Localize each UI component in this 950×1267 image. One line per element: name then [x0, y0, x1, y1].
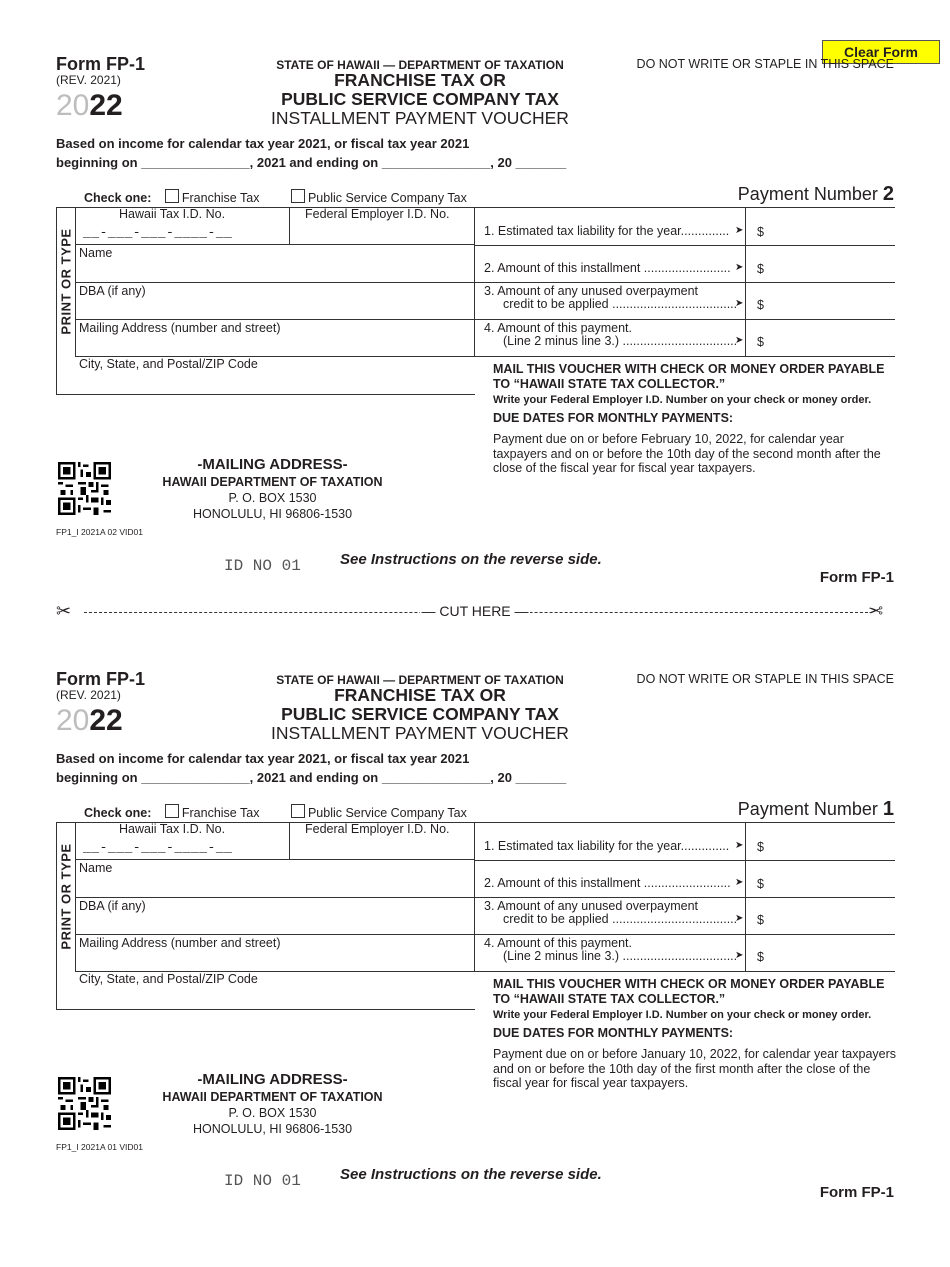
franchise-tax-label: Franchise Tax — [181, 191, 260, 205]
payment-lines-box — [474, 822, 895, 971]
payment-lines-box — [474, 207, 895, 356]
mailing-address-line-3: HONOLULU, HI 96806-1530 — [192, 1122, 353, 1136]
line-1-amount[interactable]: $ — [757, 225, 764, 239]
address-field[interactable] — [75, 320, 475, 357]
dba-field[interactable] — [75, 898, 475, 935]
taxpayer-info-box — [56, 207, 475, 395]
do-not-write-notice: DO NOT WRITE OR STAPLE IN THIS SPACE — [636, 672, 894, 686]
tax-period: Based on income for calendar tax year 2021, or fiscal tax year 2021 beginning on _______________, 2021 and ending on _______________, 20 _______ — [56, 136, 567, 170]
qr-code-icon — [58, 462, 111, 515]
print-or-type-label: PRINT OR TYPE — [58, 228, 74, 335]
title-line-2: PUBLIC SERVICE COMPANY TAX — [281, 89, 559, 109]
taxpayer-info-box — [56, 822, 475, 1010]
mailing-address-header: -MAILING ADDRESS- — [197, 1071, 348, 1088]
scissors-icon: ✂ — [56, 601, 72, 621]
address-label: Mailing Address (number and street) — [79, 936, 281, 950]
arrow-right-icon: ➤ — [735, 225, 744, 236]
id-number: ID NO 01 — [224, 557, 301, 575]
hawaii-tax-id-label: Hawaii Tax I.D. No. — [119, 822, 226, 836]
print-or-type-label: PRINT OR TYPE — [58, 843, 74, 950]
title-line-3: INSTALLMENT PAYMENT VOUCHER — [271, 723, 569, 743]
due-dates-header: DUE DATES FOR MONTHLY PAYMENTS: — [493, 1026, 734, 1040]
agency-name: STATE OF HAWAII — DEPARTMENT OF TAXATION — [276, 58, 564, 72]
address-field[interactable] — [75, 935, 475, 972]
psc-tax-checkbox[interactable] — [291, 189, 305, 203]
id-row — [75, 208, 475, 245]
city-label: City, State, and Postal/ZIP Code — [79, 357, 258, 371]
form-title: Form FP-1 — [56, 54, 146, 74]
mailing-address-line-1: HAWAII DEPARTMENT OF TAXATION — [162, 1090, 383, 1104]
mailing-address-line-1: HAWAII DEPARTMENT OF TAXATION — [162, 475, 383, 489]
payment-number: Payment Number 2 — [737, 183, 894, 205]
franchise-tax-checkbox[interactable] — [165, 189, 179, 203]
version-id: FP1_I 2021A 01 VID01 — [56, 1142, 143, 1152]
line-1-estimated-liability: 1. Estimated tax liability for the year.............. ➤ $ — [475, 208, 895, 246]
form-footer: Form FP-1 — [819, 1184, 894, 1201]
form-revision: (REV. 2021) — [56, 73, 121, 87]
title-line-1: FRANCHISE TAX OR — [334, 685, 506, 705]
line-3-overpayment: 3. Amount of any unused overpayment credit to be applied .................................... ➤ $ — [475, 897, 895, 935]
fein-label: Federal Employer I.D. No. — [305, 822, 450, 836]
payment-number: Payment Number 1 — [737, 798, 894, 820]
line-3-amount[interactable]: $ — [757, 913, 764, 927]
agency-name: STATE OF HAWAII — DEPARTMENT OF TAXATION — [276, 673, 564, 687]
arrow-right-icon: ➤ — [735, 950, 744, 961]
write-fein-instruction: Write your Federal Employer I.D. Number on your check or money order. — [493, 1009, 872, 1021]
line-4-amount[interactable]: $ — [757, 950, 764, 964]
line-2-amount[interactable]: $ — [757, 877, 764, 891]
line-3-amount[interactable]: $ — [757, 298, 764, 312]
see-instructions: See Instructions on the reverse side. — [340, 1166, 602, 1183]
tax-year: 2022 — [56, 89, 123, 122]
name-label: Name — [79, 861, 113, 875]
voucher-payment-1 — [0, 667, 950, 1267]
franchise-tax-label: Franchise Tax — [181, 806, 260, 820]
form-revision: (REV. 2021) — [56, 688, 121, 702]
scissors-icon: ✂ — [868, 601, 884, 621]
hawaii-tax-id-label: Hawaii Tax I.D. No. — [119, 207, 226, 221]
see-instructions: See Instructions on the reverse side. — [340, 551, 602, 568]
id-number: ID NO 01 — [224, 1172, 301, 1190]
dba-label: DBA (if any) — [79, 284, 146, 298]
mail-instruction: MAIL THIS VOUCHER WITH CHECK OR MONEY ORDER PAYABLE TO “HAWAII STATE TAX COLLECTOR.” — [493, 362, 885, 391]
arrow-right-icon: ➤ — [735, 877, 744, 888]
arrow-right-icon: ➤ — [735, 840, 744, 851]
mail-instruction: MAIL THIS VOUCHER WITH CHECK OR MONEY ORDER PAYABLE TO “HAWAII STATE TAX COLLECTOR.” — [493, 977, 885, 1006]
line-1-estimated-liability: 1. Estimated tax liability for the year.............. ➤ $ — [475, 823, 895, 861]
line-3-overpayment: 3. Amount of any unused overpayment credit to be applied .................................... ➤ $ — [475, 282, 895, 320]
version-id: FP1_I 2021A 02 VID01 — [56, 527, 143, 537]
line-4-amount[interactable]: $ — [757, 335, 764, 349]
due-dates-text: Payment due on or before January 10, 2022, for calendar year taxpayers and on or before the 10th day of the first month after the close of the fiscal year for fiscal year taxpayers. — [493, 1047, 897, 1090]
mailing-address-line-2: P. O. BOX 1530 — [228, 1106, 317, 1120]
line-2-amount[interactable]: $ — [757, 262, 764, 276]
cut-here-label: — CUT HERE — — [421, 603, 529, 619]
line-2-installment: 2. Amount of this installment ......................... ➤ $ — [475, 860, 895, 898]
due-dates-header: DUE DATES FOR MONTHLY PAYMENTS: — [493, 411, 734, 425]
mailing-address-line-2: P. O. BOX 1530 — [228, 491, 317, 505]
line-4-payment: 4. Amount of this payment. (Line 2 minus line 3.) ................................. ➤ $ — [475, 319, 895, 357]
arrow-right-icon: ➤ — [735, 335, 744, 346]
arrow-right-icon: ➤ — [735, 913, 744, 924]
line-1-amount[interactable]: $ — [757, 840, 764, 854]
tax-year: 2022 — [56, 704, 123, 737]
franchise-tax-checkbox[interactable] — [165, 804, 179, 818]
write-fein-instruction: Write your Federal Employer I.D. Number on your check or money order. — [493, 394, 872, 406]
title-line-3: INSTALLMENT PAYMENT VOUCHER — [271, 108, 569, 128]
id-row — [75, 823, 475, 860]
name-label: Name — [79, 246, 113, 260]
fein-label: Federal Employer I.D. No. — [305, 207, 450, 221]
dba-label: DBA (if any) — [79, 899, 146, 913]
arrow-right-icon: ➤ — [735, 298, 744, 309]
arrow-right-icon: ➤ — [735, 262, 744, 273]
do-not-write-notice: DO NOT WRITE OR STAPLE IN THIS SPACE — [636, 57, 894, 71]
line-4-payment: 4. Amount of this payment. (Line 2 minus line 3.) ................................. ➤ $ — [475, 934, 895, 972]
form-footer: Form FP-1 — [819, 569, 894, 586]
title-line-2: PUBLIC SERVICE COMPANY TAX — [281, 704, 559, 724]
tax-type-selector: Check one: Franchise Tax Public Service Company Tax — [84, 806, 467, 820]
form-title: Form FP-1 — [56, 669, 146, 689]
voucher-payment-2 — [0, 44, 950, 652]
clear-form-button[interactable]: Clear Form — [822, 40, 940, 64]
name-field[interactable] — [75, 860, 475, 898]
psc-tax-checkbox[interactable] — [291, 804, 305, 818]
cut-line — [0, 601, 950, 625]
line-2-installment: 2. Amount of this installment ......................... ➤ $ — [475, 245, 895, 283]
title-line-1: FRANCHISE TAX OR — [334, 70, 506, 90]
name-field[interactable] — [75, 245, 475, 283]
mailing-address-header: -MAILING ADDRESS- — [197, 456, 348, 473]
tax-period: Based on income for calendar tax year 2021, or fiscal tax year 2021 beginning on _______________, 2021 and ending on _______________, 20 _______ — [56, 751, 567, 785]
dba-field[interactable] — [75, 283, 475, 320]
city-label: City, State, and Postal/ZIP Code — [79, 972, 258, 986]
city-field[interactable] — [75, 971, 475, 1009]
city-field[interactable] — [75, 356, 475, 394]
hawaii-tax-id-field[interactable]: __-___-___-____-__ — [83, 840, 233, 855]
tax-type-selector: Check one: Franchise Tax Public Service Company Tax — [84, 191, 467, 205]
hawaii-tax-id-field[interactable]: __-___-___-____-__ — [83, 225, 233, 240]
mailing-address-line-3: HONOLULU, HI 96806-1530 — [192, 507, 353, 521]
psc-tax-label: Public Service Company Tax — [307, 806, 467, 820]
psc-tax-label: Public Service Company Tax — [307, 191, 467, 205]
due-dates-text: Payment due on or before February 10, 2022, for calendar year taxpayers and on or before the 10th day of the second month after the close of the fiscal year for fiscal year taxpayers. — [493, 432, 881, 475]
address-label: Mailing Address (number and street) — [79, 321, 281, 335]
qr-code-icon — [58, 1077, 111, 1130]
